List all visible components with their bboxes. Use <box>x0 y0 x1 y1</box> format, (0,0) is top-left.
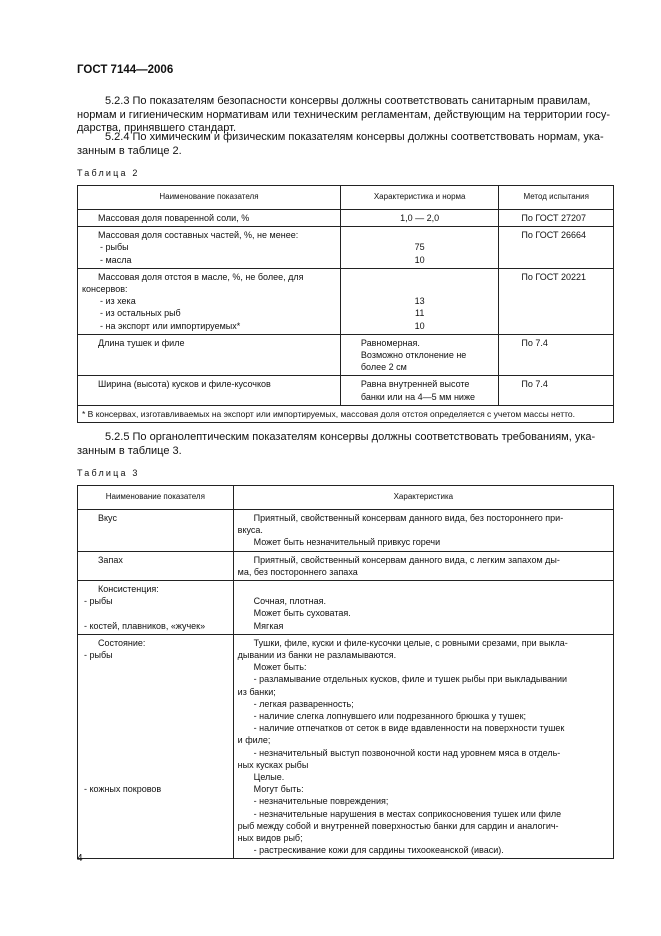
characteristic-cell <box>233 510 613 552</box>
indicator-name-line: - костей, плавников, «жучек» <box>84 620 206 631</box>
indicator-name-line: Ширина (высота) кусков и филе-кусочков <box>98 379 271 390</box>
norm-value-line: банки или на 4—5 мм ниже <box>360 391 475 402</box>
test-method-cell: По ГОСТ 27207 <box>499 210 614 227</box>
paragraph-line: занным в таблице 3. <box>77 444 182 457</box>
indicator-name-line: - рыбы <box>100 242 129 253</box>
indicator-name-line: - масла <box>100 254 132 265</box>
indicator-name-line <box>82 698 229 710</box>
characteristic-line: Тушки, филе, куски и филе-кусочки целые, с ровными срезами, при выкла- <box>253 637 568 648</box>
paragraph-line: 5.2.5 По органолептическим показателям консервы должны соответствовать требованиям, ука- <box>105 431 596 443</box>
indicator-name-line: Консистенция: <box>98 584 159 595</box>
indicator-name-line <box>82 734 229 746</box>
characteristic-line <box>238 583 609 595</box>
indicator-name-line: - рыбы <box>84 650 113 661</box>
norm-value-line <box>345 229 495 241</box>
table-row <box>78 634 614 859</box>
paragraph-5-2-5 <box>77 431 614 458</box>
characteristic-line: - незначительные повреждения; <box>253 796 389 807</box>
characteristic-line: Может быть суховатая. <box>253 608 351 619</box>
norm-value-line: более 2 см <box>360 362 407 373</box>
characteristic-line: - растрескивание кожи для сардины тихоокеанской (иваси). <box>253 845 504 856</box>
indicator-name-line <box>82 747 229 759</box>
table-row <box>78 210 614 227</box>
table-footnote-row <box>78 405 614 422</box>
indicator-name-line: - из остальных рыб <box>100 308 181 319</box>
characteristic-line: Приятный, свойственный консервам данного вида, с легким запахом ды- <box>253 554 560 565</box>
characteristic-cell <box>233 634 613 859</box>
table-2-caption: Таблица 2 <box>77 168 140 178</box>
paragraph-line: занным в таблице 2. <box>77 144 182 157</box>
indicator-name-cell <box>78 376 341 405</box>
table-2 <box>77 185 614 423</box>
characteristic-line: и филе; <box>237 735 271 746</box>
indicator-name-line: Состояние: <box>98 637 146 648</box>
characteristic-line: - легкая разваренность; <box>253 698 354 709</box>
indicator-name-line: - на экспорт или импортируемых* <box>100 320 241 331</box>
test-method-cell: По ГОСТ 26664 <box>499 227 614 269</box>
table-row <box>78 268 614 334</box>
table-row <box>78 551 614 580</box>
norm-value-cell <box>340 227 499 269</box>
norm-value-line <box>345 271 495 283</box>
indicator-name-line: Вкус <box>98 513 117 523</box>
characteristic-line: вкуса. <box>237 525 263 536</box>
indicator-name-line: Запах <box>98 554 123 565</box>
table-2-header-value: Характеристика и норма <box>340 186 499 210</box>
characteristic-line: - наличие слегка лопнувшего или подрезанного брюшка у тушек; <box>253 711 527 722</box>
norm-value-cell <box>340 268 499 334</box>
indicator-name-cell <box>78 634 234 859</box>
indicator-name-line: консервов: <box>82 284 128 295</box>
paragraph-5-2-4 <box>77 131 614 158</box>
paragraph-5-2-3 <box>77 95 614 136</box>
indicator-name-line: - кожных покровов <box>84 784 162 795</box>
characteristic-line: ма, без постороннего запаха <box>237 566 358 577</box>
norm-value-line: 1,0 — 2,0 <box>400 213 440 223</box>
indicator-name-cell <box>78 581 234 635</box>
indicator-name-line: - рыбы <box>84 596 113 607</box>
paragraph-line: 5.2.4 По химическим и физическим показателям консервы должны соответствовать нормам, ука- <box>105 131 604 143</box>
indicator-name-line <box>82 722 229 734</box>
table-row <box>78 227 614 269</box>
characteristic-line: - наличие отпечатков от сеток в виде вдавленности на поверхности тушек <box>253 723 565 734</box>
characteristic-line: из банки; <box>237 686 276 697</box>
indicator-name-line <box>82 686 229 698</box>
characteristic-line: Целые. <box>253 772 285 783</box>
indicator-name-line: Массовая доля отстоя в масле, %, не более, для <box>98 271 304 282</box>
test-method-cell: По 7.4 <box>499 376 614 405</box>
indicator-name-line: Массовая доля поваренной соли, % <box>98 213 250 223</box>
norm-value-line: Равномерная. <box>360 337 420 348</box>
norm-value-cell <box>340 210 499 227</box>
table-row <box>78 376 614 405</box>
indicator-name-line: Массовая доля составных частей, %, не менее: <box>98 230 299 241</box>
indicator-name-cell <box>78 510 234 552</box>
norm-value-line: 10 <box>414 254 425 265</box>
characteristic-line: Сочная, плотная. <box>253 596 327 607</box>
characteristic-line: Может быть: <box>253 662 307 673</box>
paragraph-line: дарства, принявшего стандарт. <box>77 122 237 134</box>
indicator-name-line <box>82 673 229 685</box>
characteristic-line: ных видов рыб; <box>237 833 303 844</box>
indicator-name-line <box>82 661 229 673</box>
table-row <box>78 510 614 552</box>
norm-value-line: Возможно отклонение не <box>360 350 467 361</box>
characteristic-line: Мягкая <box>253 620 284 631</box>
paragraph-line: 5.2.3 По показателям безопасности консервы должны соответствовать санитарным правилам, <box>105 95 591 107</box>
characteristic-cell <box>233 551 613 580</box>
page-number: 4 <box>77 853 83 864</box>
table-row <box>78 334 614 376</box>
characteristic-line: Приятный, свойственный консервам данного вида, без постороннего при- <box>253 513 564 523</box>
table-2-header-name: Наименование показателя <box>78 186 341 210</box>
indicator-name-cell <box>78 334 341 376</box>
indicator-name-line <box>82 771 229 783</box>
characteristic-line: ных кусках рыбы <box>237 759 309 770</box>
indicator-name-cell <box>78 210 341 227</box>
characteristic-line: - незначительные нарушения в местах соприкосновения тушек или филе <box>253 808 562 819</box>
test-method-cell: По 7.4 <box>499 334 614 376</box>
indicator-name-cell <box>78 227 341 269</box>
norm-value-line: 10 <box>414 320 425 331</box>
norm-value-cell <box>340 334 499 376</box>
indicator-name-cell <box>78 551 234 580</box>
characteristic-cell <box>233 581 613 635</box>
table-2-header-method: Метод испытания <box>499 186 614 210</box>
table-3 <box>77 485 614 859</box>
norm-value-line: Равна внутренней высоте <box>360 379 470 390</box>
characteristic-line: Может быть незначительный привкус горечи <box>253 537 441 548</box>
norm-value-line: 75 <box>414 242 425 253</box>
indicator-name-line: - из хека <box>100 296 136 307</box>
norm-value-line: 11 <box>414 308 425 319</box>
indicator-name-line <box>82 607 229 619</box>
indicator-name-line <box>82 710 229 722</box>
test-method-cell: По ГОСТ 20221 <box>499 268 614 334</box>
characteristic-line: - разламывание отдельных кусков, филе и тушек рыбы при выкладывании <box>253 674 568 685</box>
indicator-name-cell <box>78 268 341 334</box>
document-header: ГОСТ 7144—2006 <box>77 64 174 76</box>
table-3-header-name: Наименование показателя <box>78 486 234 510</box>
table-3-header-characteristic: Характеристика <box>233 486 613 510</box>
table-3-caption: Таблица 3 <box>77 468 140 478</box>
table-row <box>78 581 614 635</box>
norm-value-line <box>345 283 495 295</box>
table-footnote: * В консервах, изготавливаемых на экспорт или импортируемых, массовая доля отстоя определяется с учетом массы нетто. <box>78 405 614 422</box>
paragraph-line: нормам и гигиеническим нормативам или техническим регламентам, действующим на территории госу- <box>77 108 611 121</box>
norm-value-cell <box>340 376 499 405</box>
characteristic-line: дывании из банки не разламываются. <box>237 650 397 661</box>
indicator-name-line <box>82 759 229 771</box>
indicator-name-line: Длина тушек и филе <box>98 337 185 348</box>
characteristic-line: - незначительный выступ позвоночной кости над уровнем мяса в отдель- <box>253 747 561 758</box>
norm-value-line: 13 <box>414 296 425 307</box>
characteristic-line: рыб между собой и внутренней поверхностью банки для сардин и аналогич- <box>237 820 559 831</box>
characteristic-line: Могут быть: <box>253 784 304 795</box>
